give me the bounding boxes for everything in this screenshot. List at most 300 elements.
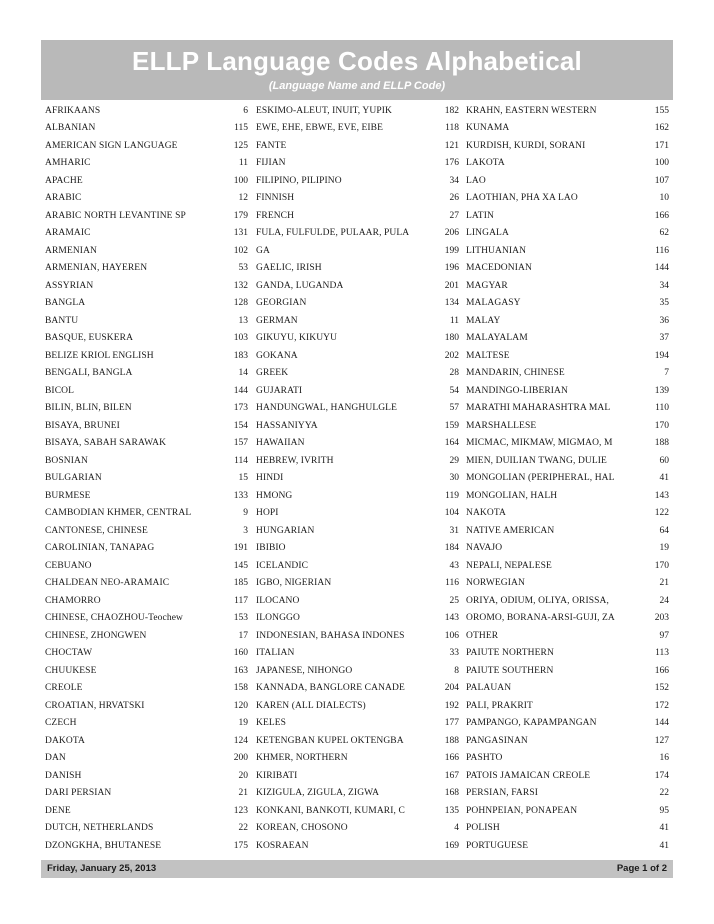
language-name: PANGASINAN	[466, 735, 528, 746]
language-name: NORWEGIAN	[466, 578, 525, 589]
language-code: 113	[655, 648, 669, 659]
language-row	[45, 120, 250, 138]
language-row	[466, 820, 671, 838]
language-code: 13	[238, 315, 248, 326]
language-name: PERSIAN, FARSI	[466, 788, 538, 799]
language-code: 121	[444, 140, 459, 151]
language-row	[45, 785, 250, 803]
language-row	[45, 137, 250, 155]
language-name: GA	[256, 245, 270, 256]
language-name: ESKIMO-ALEUT, INUIT, YUPIK	[256, 105, 392, 116]
language-row	[256, 295, 461, 313]
language-name: NATIVE AMERICAN	[466, 525, 555, 536]
language-code: 9	[243, 508, 248, 519]
language-code: 10	[659, 193, 669, 204]
language-row	[256, 155, 461, 173]
language-name: CROATIAN, HRVATSKI	[45, 700, 145, 711]
language-row	[256, 225, 461, 243]
language-code: 64	[659, 525, 669, 536]
language-row	[45, 732, 250, 750]
language-name: DARI PERSIAN	[45, 788, 112, 799]
language-row	[45, 400, 250, 418]
language-name: PAMPANGO, KAPAMPANGAN	[466, 718, 597, 729]
language-name: FILIPINO, PILIPINO	[256, 175, 342, 186]
language-name: DAKOTA	[45, 735, 85, 746]
language-code: 158	[233, 683, 248, 694]
language-name: NAVAJO	[466, 543, 503, 554]
language-row	[45, 715, 250, 733]
language-row	[45, 767, 250, 785]
language-name: GIKUYU, KIKUYU	[256, 333, 338, 344]
language-name: MARATHI MAHARASHTRA MAL	[466, 403, 611, 414]
language-name: CANTONESE, CHINESE	[45, 525, 148, 536]
language-name: LAOTHIAN, PHA XA LAO	[466, 193, 578, 204]
language-code: 27	[449, 210, 459, 221]
language-code: 116	[445, 578, 459, 589]
language-name: HAWAIIAN	[256, 438, 305, 449]
language-name: LAO	[466, 175, 486, 186]
language-name: BOSNIAN	[45, 455, 88, 466]
language-row	[45, 417, 250, 435]
language-code: 166	[654, 665, 669, 676]
language-row	[466, 417, 671, 435]
language-name: MALAGASY	[466, 298, 521, 309]
language-row	[256, 365, 461, 383]
language-row	[45, 750, 250, 768]
language-row	[45, 365, 250, 383]
language-row	[45, 330, 250, 348]
language-code: 25	[449, 595, 459, 606]
language-code: 57	[449, 403, 459, 414]
language-name: CEBUANO	[45, 560, 92, 571]
language-row	[256, 575, 461, 593]
language-name: BICOL	[45, 385, 74, 396]
language-name: ARABIC	[45, 193, 82, 204]
language-row	[45, 207, 250, 225]
language-name: ARMENIAN, HAYEREN	[45, 263, 148, 274]
language-name: CHUUKESE	[45, 665, 97, 676]
language-code: 117	[234, 595, 248, 606]
language-name: HASSANIYYA	[256, 420, 318, 431]
language-name: ARMENIAN	[45, 245, 97, 256]
language-row	[45, 277, 250, 295]
language-code: 29	[449, 455, 459, 466]
language-code: 125	[233, 140, 248, 151]
language-name: MACEDONIAN	[466, 263, 532, 274]
page-title: ELLP Language Codes Alphabetical	[132, 46, 582, 76]
language-code: 28	[449, 368, 459, 379]
language-name: HEBREW, IVRITH	[256, 455, 334, 466]
language-row	[256, 120, 461, 138]
language-code: 53	[238, 263, 248, 274]
language-code: 6	[243, 105, 248, 116]
language-row	[466, 260, 671, 278]
language-row	[256, 260, 461, 278]
language-name: PAIUTE SOUTHERN	[466, 665, 554, 676]
footer-date: Friday, January 25, 2013	[47, 863, 157, 874]
language-row	[466, 120, 671, 138]
language-row	[466, 137, 671, 155]
language-row	[466, 225, 671, 243]
language-name: LAKOTA	[466, 158, 505, 169]
language-name: MALAY	[466, 315, 501, 326]
language-code: 22	[238, 823, 248, 834]
language-row	[45, 522, 250, 540]
language-row	[256, 487, 461, 505]
language-name: CHALDEAN NEO-ARAMAIC	[45, 578, 170, 589]
language-code: 62	[659, 228, 669, 239]
language-name: KUNAMA	[466, 123, 510, 134]
language-row	[256, 400, 461, 418]
language-row	[256, 330, 461, 348]
language-code: 134	[444, 298, 459, 309]
language-row	[466, 365, 671, 383]
language-name: KIRIBATI	[256, 770, 298, 781]
language-code: 41	[659, 840, 669, 851]
language-name: BULGARIAN	[45, 473, 102, 484]
language-name: AMHARIC	[45, 158, 91, 169]
language-code: 97	[659, 630, 669, 641]
language-row	[466, 575, 671, 593]
language-name: BANTU	[45, 315, 79, 326]
language-name: MANDINGO-LIBERIAN	[466, 385, 568, 396]
language-name: DANISH	[45, 770, 82, 781]
language-name: BELIZE KRIOL ENGLISH	[45, 350, 154, 361]
column-1	[45, 102, 250, 855]
language-code-table	[45, 102, 673, 855]
language-name: KELES	[256, 718, 287, 729]
language-row	[466, 540, 671, 558]
language-code: 199	[444, 245, 459, 256]
language-code: 100	[654, 158, 669, 169]
footer-page-number: Page 1 of 2	[616, 863, 667, 874]
language-code: 179	[233, 210, 248, 221]
language-code: 37	[659, 333, 669, 344]
language-row	[466, 610, 671, 628]
language-code: 135	[444, 805, 459, 816]
language-code: 33	[449, 648, 459, 659]
language-name: APACHE	[45, 175, 83, 186]
language-code: 133	[233, 490, 248, 501]
language-name: MANDARIN, CHINESE	[466, 368, 565, 379]
language-row	[45, 837, 250, 855]
language-row	[45, 435, 250, 453]
language-row	[45, 802, 250, 820]
language-code: 116	[655, 245, 669, 256]
language-row	[256, 697, 461, 715]
language-name: OTHER	[466, 630, 499, 641]
language-row	[256, 610, 461, 628]
language-code: 34	[659, 280, 669, 291]
language-code: 196	[444, 263, 459, 274]
language-code: 166	[654, 210, 669, 221]
language-name: GOKANA	[256, 350, 298, 361]
language-code: 110	[655, 403, 669, 414]
language-code: 188	[654, 438, 669, 449]
language-row	[466, 452, 671, 470]
language-code: 17	[238, 630, 248, 641]
language-name: MARSHALLESE	[466, 420, 537, 431]
language-row	[256, 820, 461, 838]
language-row	[45, 645, 250, 663]
language-code: 100	[233, 175, 248, 186]
language-code: 26	[449, 193, 459, 204]
language-row	[45, 225, 250, 243]
language-code: 4	[454, 823, 459, 834]
language-row	[45, 190, 250, 208]
language-name: KETENGBAN KUPEL OKTENGBA	[256, 735, 404, 746]
language-row	[256, 242, 461, 260]
language-code: 104	[444, 508, 459, 519]
page-footer	[41, 860, 673, 878]
language-row	[466, 330, 671, 348]
language-row	[256, 645, 461, 663]
language-name: MICMAC, MIKMAW, MIGMAO, M	[466, 438, 613, 449]
language-row	[466, 802, 671, 820]
language-code: 12	[238, 193, 248, 204]
language-code: 171	[654, 140, 669, 151]
language-row	[256, 470, 461, 488]
language-row	[466, 102, 671, 120]
language-code: 115	[234, 123, 248, 134]
language-name: PORTUGUESE	[466, 840, 529, 851]
language-row	[45, 172, 250, 190]
language-code: 120	[233, 700, 248, 711]
language-code: 144	[654, 718, 669, 729]
language-name: KIZIGULA, ZIGULA, ZIGWA	[256, 788, 380, 799]
language-name: CHINESE, CHAOZHOU-Teochew	[45, 613, 183, 624]
language-row	[466, 470, 671, 488]
language-code: 204	[444, 683, 459, 694]
language-row	[466, 347, 671, 365]
language-row	[466, 732, 671, 750]
language-name: INDONESIAN, BAHASA INDONES	[256, 630, 405, 641]
language-code: 132	[233, 280, 248, 291]
language-name: HOPI	[256, 508, 279, 519]
language-code: 194	[654, 350, 669, 361]
language-name: BILIN, BLIN, BILEN	[45, 403, 132, 414]
language-name: AMERICAN SIGN LANGUAGE	[45, 140, 178, 151]
language-name: CHAMORRO	[45, 595, 101, 606]
language-code: 36	[659, 315, 669, 326]
language-name: PASHTO	[466, 753, 503, 764]
language-row	[256, 592, 461, 610]
language-name: KOREAN, CHOSONO	[256, 823, 348, 834]
language-code: 35	[659, 298, 669, 309]
language-code: 167	[444, 770, 459, 781]
language-row	[466, 680, 671, 698]
language-code: 200	[233, 753, 248, 764]
language-code: 119	[445, 490, 459, 501]
language-code: 143	[444, 613, 459, 624]
language-name: CHOCTAW	[45, 648, 93, 659]
language-code: 41	[659, 473, 669, 484]
language-row	[256, 207, 461, 225]
language-row	[45, 487, 250, 505]
language-name: POHNPEIAN, PONAPEAN	[466, 805, 578, 816]
language-row	[256, 750, 461, 768]
language-row	[256, 137, 461, 155]
language-code: 11	[449, 315, 459, 326]
language-code: 172	[654, 700, 669, 711]
language-name: AFRIKAANS	[45, 105, 101, 116]
language-code: 16	[659, 753, 669, 764]
language-code: 192	[444, 700, 459, 711]
language-name: KANNADA, BANGLORE CANADE	[256, 683, 405, 694]
column-3	[466, 102, 671, 855]
language-name: ORIYA, ODIUM, OLIYA, ORISSA,	[466, 595, 609, 606]
language-name: ILONGGO	[256, 613, 300, 624]
language-code: 7	[664, 368, 669, 379]
language-code: 34	[449, 175, 459, 186]
language-code: 3	[243, 525, 248, 536]
language-code: 106	[444, 630, 459, 641]
language-row	[466, 505, 671, 523]
language-row	[466, 592, 671, 610]
language-row	[45, 592, 250, 610]
language-code: 170	[654, 560, 669, 571]
language-code: 183	[233, 350, 248, 361]
language-name: BASQUE, EUSKERA	[45, 333, 134, 344]
language-name: CZECH	[45, 718, 77, 729]
language-name: FRENCH	[256, 210, 295, 221]
language-row	[256, 662, 461, 680]
language-code: 41	[659, 823, 669, 834]
language-name: POLISH	[466, 823, 500, 834]
language-row	[256, 785, 461, 803]
language-code: 201	[444, 280, 459, 291]
language-name: FINNISH	[256, 193, 295, 204]
language-code: 173	[233, 403, 248, 414]
language-row	[256, 347, 461, 365]
language-row	[45, 557, 250, 575]
language-row	[45, 312, 250, 330]
language-name: CREOLE	[45, 683, 83, 694]
language-code: 20	[238, 770, 248, 781]
language-name: NEPALI, NEPALESE	[466, 560, 552, 571]
language-row	[45, 102, 250, 120]
language-code: 131	[233, 228, 248, 239]
language-code: 107	[654, 175, 669, 186]
language-code: 122	[654, 508, 669, 519]
language-code: 164	[444, 438, 459, 449]
language-name: MONGOLIAN, HALH	[466, 490, 558, 501]
language-code: 95	[659, 805, 669, 816]
language-row	[466, 837, 671, 855]
language-row	[256, 715, 461, 733]
language-code: 180	[444, 333, 459, 344]
language-name: BURMESE	[45, 490, 91, 501]
language-name: CHINESE, ZHONGWEN	[45, 630, 147, 641]
language-code: 102	[233, 245, 248, 256]
language-code: 203	[654, 613, 669, 624]
language-code: 175	[233, 840, 248, 851]
language-name: PALAUAN	[466, 683, 512, 694]
language-code: 60	[659, 455, 669, 466]
language-name: GAELIC, IRISH	[256, 263, 322, 274]
language-row	[466, 295, 671, 313]
language-row	[256, 277, 461, 295]
language-row	[45, 347, 250, 365]
language-row	[466, 382, 671, 400]
language-row	[45, 680, 250, 698]
language-name: ARAMAIC	[45, 228, 91, 239]
language-name: MALTESE	[466, 350, 510, 361]
language-name: KONKANI, BANKOTI, KUMARI, C	[256, 805, 405, 816]
language-name: IGBO, NIGERIAN	[256, 578, 332, 589]
language-row	[466, 435, 671, 453]
language-name: DZONGKHA, BHUTANESE	[45, 840, 162, 851]
language-code: 163	[233, 665, 248, 676]
language-code: 22	[659, 788, 669, 799]
language-row	[256, 627, 461, 645]
language-code: 114	[234, 455, 248, 466]
language-code: 185	[233, 578, 248, 589]
language-name: PATOIS JAMAICAN CREOLE	[466, 770, 591, 781]
language-name: DENE	[45, 805, 71, 816]
language-row	[45, 610, 250, 628]
language-row	[466, 767, 671, 785]
language-code: 21	[659, 578, 669, 589]
language-row	[45, 452, 250, 470]
language-code: 127	[654, 735, 669, 746]
language-name: HINDI	[256, 473, 284, 484]
language-row	[256, 557, 461, 575]
language-row	[45, 697, 250, 715]
language-row	[45, 627, 250, 645]
language-code: 152	[654, 683, 669, 694]
language-code: 14	[238, 368, 248, 379]
language-name: FANTE	[256, 140, 287, 151]
language-row	[466, 627, 671, 645]
language-code: 103	[233, 333, 248, 344]
language-row	[466, 750, 671, 768]
language-row	[256, 505, 461, 523]
language-name: NAKOTA	[466, 508, 506, 519]
language-code: 176	[444, 158, 459, 169]
language-row	[45, 540, 250, 558]
language-row	[256, 837, 461, 855]
language-row	[256, 540, 461, 558]
language-code: 154	[233, 420, 248, 431]
language-row	[466, 172, 671, 190]
language-code: 157	[233, 438, 248, 449]
language-code: 19	[659, 543, 669, 554]
language-row	[256, 802, 461, 820]
language-name: JAPANESE, NIHONGO	[256, 665, 353, 676]
language-code: 182	[444, 105, 459, 116]
language-name: OROMO, BORANA-ARSI-GUJI, ZA	[466, 613, 615, 624]
language-row	[45, 820, 250, 838]
language-code: 174	[654, 770, 669, 781]
language-row	[466, 715, 671, 733]
page-subtitle: (Language Name and ELLP Code)	[268, 80, 446, 92]
language-name: BANGLA	[45, 298, 86, 309]
language-row	[466, 785, 671, 803]
language-name: KHMER, NORTHERN	[256, 753, 348, 764]
language-name: LITHUANIAN	[466, 245, 527, 256]
language-row	[466, 662, 671, 680]
language-code: 144	[654, 263, 669, 274]
language-row	[466, 487, 671, 505]
language-code: 188	[444, 735, 459, 746]
language-row	[256, 767, 461, 785]
language-code: 30	[449, 473, 459, 484]
language-row	[256, 452, 461, 470]
language-name: DAN	[45, 753, 66, 764]
language-name: KRAHN, EASTERN WESTERN	[466, 105, 597, 116]
language-row	[466, 190, 671, 208]
